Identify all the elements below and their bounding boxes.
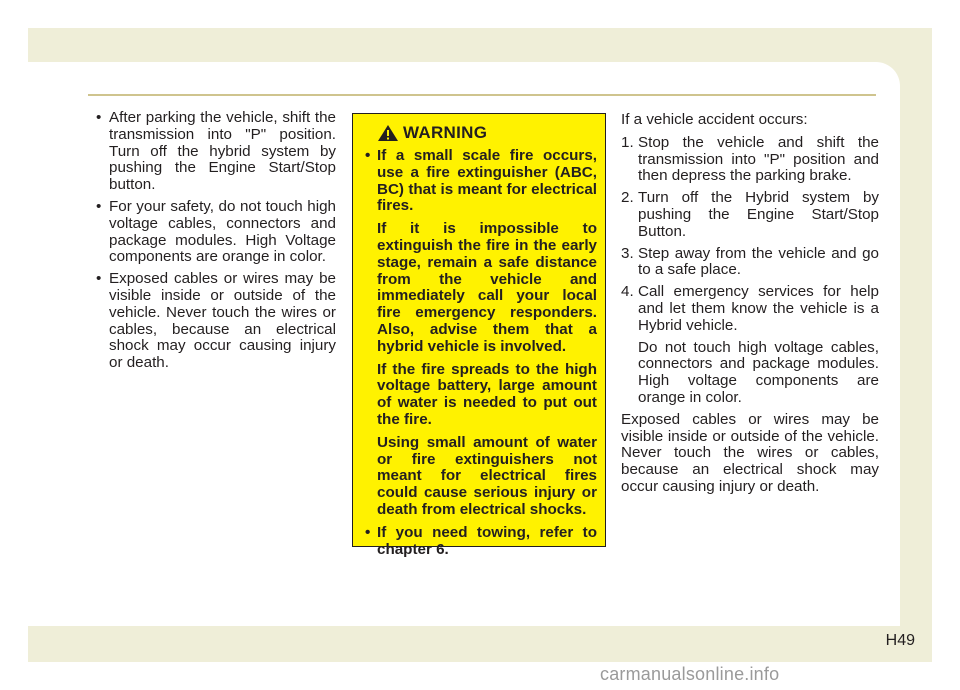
step-number: 4.: [621, 283, 634, 301]
watermark: carmanualsonline.info: [600, 664, 780, 684]
bullet-icon: •: [96, 109, 102, 126]
header-rule: [88, 94, 876, 96]
bullet-item: [91, 110, 336, 194]
step-item: [621, 246, 879, 280]
warning-title: WARNING: [403, 122, 488, 142]
warning-paragraph: Using small amount of water or fire extinguishers not meant for electrical fires could cause serious injury or death from electrical shocks.: [377, 433, 597, 518]
step-number: 3.: [621, 244, 634, 262]
left-column: [91, 110, 336, 377]
step-item: [621, 190, 879, 240]
step-number: 2.: [621, 189, 634, 207]
bullet-icon: •: [365, 147, 371, 164]
warning-paragraph: If the fire spreads to the high voltage battery, large amount of water is needed to put out the fire.: [377, 360, 597, 428]
step-item: [621, 135, 879, 185]
bullet-item: [91, 199, 336, 266]
step-text: Turn off the Hybrid system by pushing the Engine Start/Stop Button.: [638, 189, 879, 240]
bullet-text: Exposed cables or wires may be visible inside or outside of the vehicle. Never touch the wires or cables, because an electrical shock may occur causing injury or death.: [109, 270, 336, 372]
page-number: H49: [885, 632, 915, 649]
warning-bullet-text: If a small scale fire occurs, use a fire extinguisher (ABC, BC) that is meant for electrical fires.: [377, 147, 597, 215]
warning-bullet: [365, 148, 597, 215]
accident-intro: If a vehicle accident occurs:: [621, 111, 808, 128]
step-text: Step away from the vehicle and go to a safe place.: [638, 244, 879, 279]
warning-bullet-text: If you need towing, refer to chapter 6.: [377, 523, 597, 558]
warning-triangle-icon: [377, 124, 399, 142]
right-band: [900, 28, 932, 626]
step-text: Stop the vehicle and shift the transmission into "P" position and then depress the parking brake.: [638, 133, 879, 185]
bullet-item: [91, 271, 336, 372]
bullet-icon: •: [96, 270, 102, 288]
warning-paragraph: If it is impossible to extinguish the fire in the early stage, remain a safe distance from the vehicle and immediately call your local fire emergency responders. Also, advise them that a hybrid vehicle is involved.: [377, 220, 597, 355]
bullet-text: After parking the vehicle, shift the transmission into "P" position. Turn off the hybrid system by pushing the Engine Start/Stop button.: [109, 109, 336, 194]
bullet-icon: •: [365, 523, 371, 541]
step-text: Call emergency services for help and let them know the vehicle is a Hybrid vehicle.: [638, 283, 879, 334]
bullet-icon: •: [96, 197, 102, 215]
step-note: Do not touch high voltage cables, connectors and package modules. High voltage components are orange in color.: [638, 338, 879, 406]
right-column: [621, 112, 879, 496]
step-item: [621, 284, 879, 334]
step-number: 1.: [621, 133, 634, 151]
bullet-text: For your safety, do not touch high voltage cables, connectors and package modules. High Voltage components are orange in color.: [109, 197, 336, 266]
warning-header: [377, 124, 605, 142]
bottom-band: [28, 626, 932, 662]
closing-paragraph: Exposed cables or wires may be visible inside or outside of the vehicle. Never touch the wires or cables, because an electrical shock may occur causing injury or death.: [621, 410, 879, 495]
warning-bullet: [365, 525, 597, 559]
warning-box: [352, 113, 606, 558]
warning-body: [353, 148, 605, 558]
